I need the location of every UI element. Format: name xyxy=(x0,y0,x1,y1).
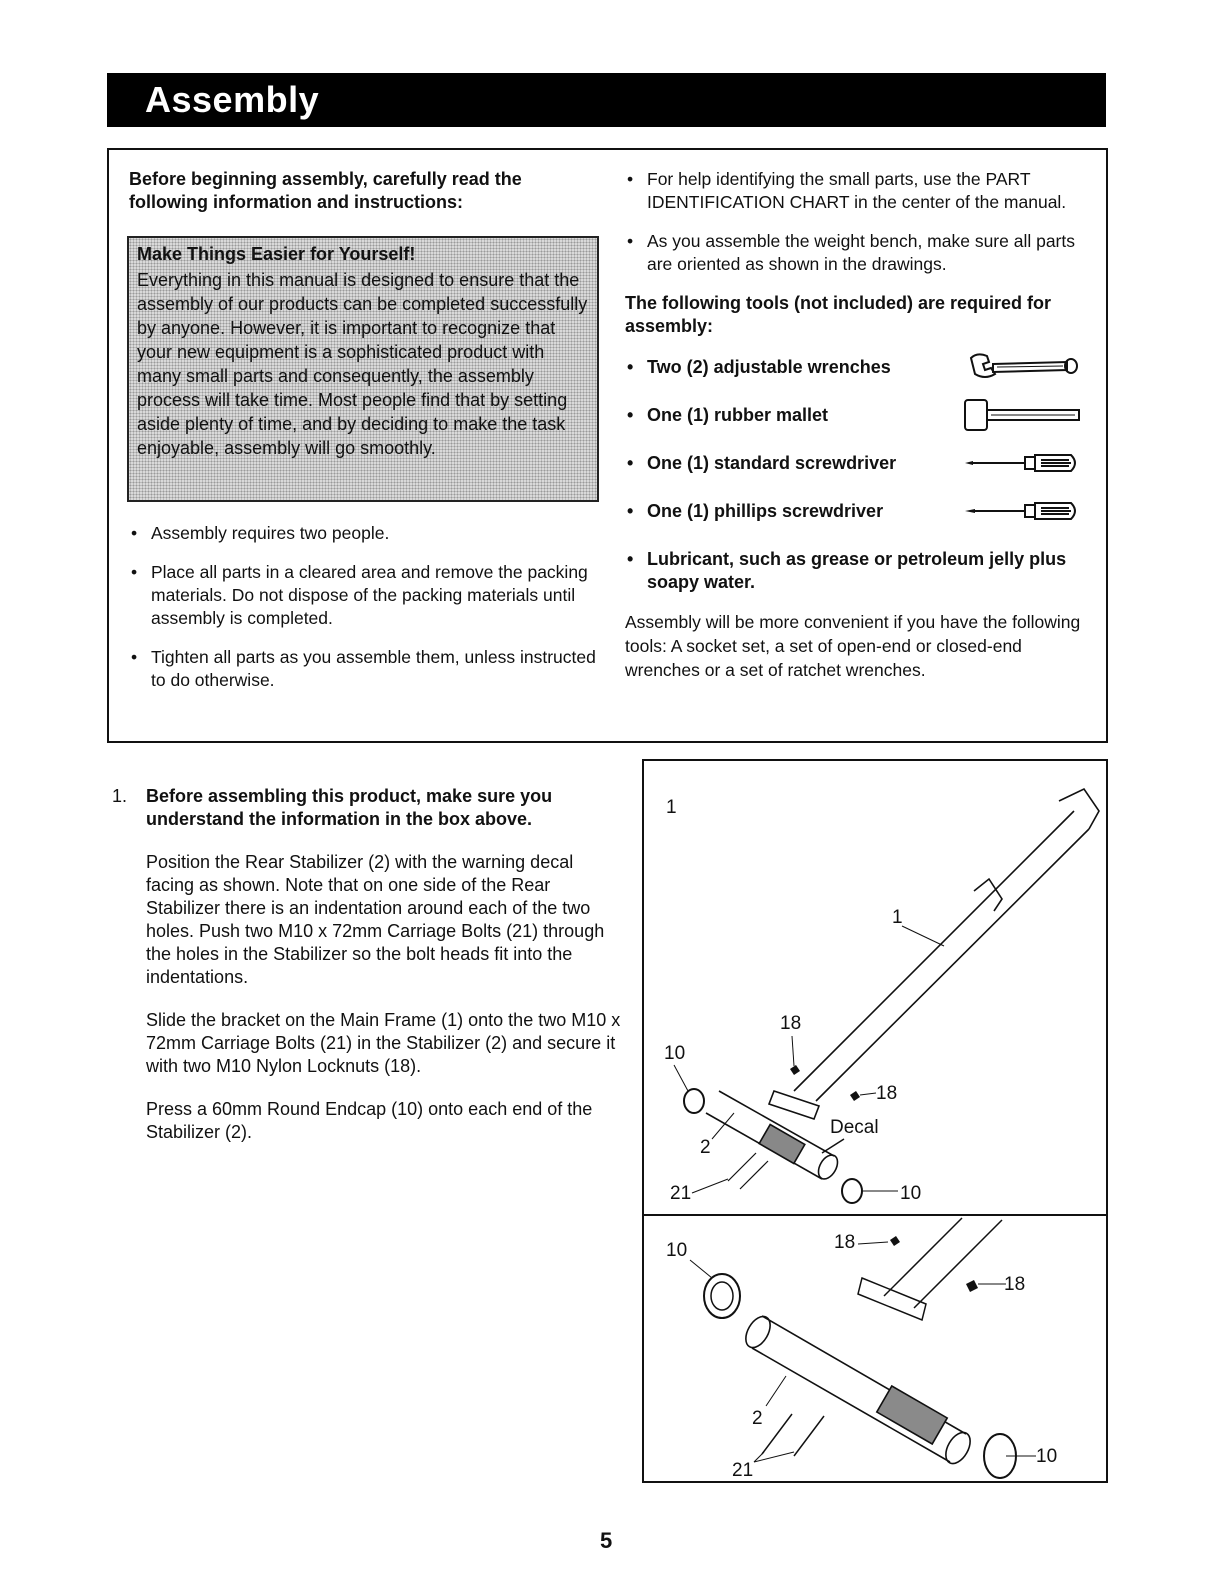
page-number: 5 xyxy=(600,1528,613,1553)
step-paragraph: Slide the bracket on the Main Frame (1) onto the two M10 x 72mm Carriage Bolts (21) in the Stabilizer (2) and secure it with two M10 Nylon Locknuts (18). xyxy=(146,1010,621,1076)
tool-label: Lubricant, such as grease or petroleum jelly plus soapy water. xyxy=(647,549,1067,592)
label-endcap-right: 10 xyxy=(900,1183,922,1204)
phillips-screwdriver-icon xyxy=(963,494,1083,528)
label-endcap-left: 10 xyxy=(664,1043,686,1064)
label-stabilizer: 2 xyxy=(752,1408,763,1429)
step-1 xyxy=(112,785,622,1164)
label-endcap-right: 10 xyxy=(1036,1446,1058,1467)
label-nut-right: 18 xyxy=(876,1083,898,1104)
carriage-bolt xyxy=(762,1414,792,1454)
list-item: • As you assemble the weight bench, make sure all parts are oriented as shown in the drawings. xyxy=(625,230,1093,276)
main-frame xyxy=(794,789,1099,1101)
tool-item-phillips-screwdriver xyxy=(625,500,1093,548)
convenience-note: Assembly will be more convenient if you have the following tools: A socket set, a set of open-end or closed-end wrenches or a set of ratchet wrenches. xyxy=(625,612,1081,680)
step-body xyxy=(146,785,622,1144)
rear-stabilizer xyxy=(706,1091,841,1182)
step-paragraph: Position the Rear Stabilizer (2) with the warning decal facing as shown. Note that on one side of the Rear Stabilizer there is an indentation around each of the two holes. Push two M10 x 72mm Carriage Bolts (21) through the holes in the Stabilizer so the bolt heads fit into the indentations. xyxy=(146,852,605,987)
left-bullet-list xyxy=(129,522,599,708)
step-heading: Before assembling this product, make sure you understand the information in the box above. xyxy=(146,786,553,829)
label-frame: 1 xyxy=(892,907,903,928)
tip-title: Make Things Easier for Yourself! xyxy=(137,244,416,264)
label-nut-right: 18 xyxy=(1004,1274,1026,1295)
right-column xyxy=(625,168,1093,682)
list-item: • Tighten all parts as you assemble them, unless instructed to do otherwise. xyxy=(129,646,599,692)
assembly-figure xyxy=(642,759,1108,1483)
assembly-diagram-top xyxy=(644,761,1106,1214)
label-bolts: 21 xyxy=(732,1460,754,1481)
carriage-bolt xyxy=(794,1416,824,1456)
locknut-icon xyxy=(890,1236,900,1246)
assembly-diagram-bottom xyxy=(644,1216,1106,1481)
endcap-icon xyxy=(842,1179,862,1203)
label-endcap-left: 10 xyxy=(666,1240,688,1261)
tool-item-lubricant xyxy=(625,548,1093,594)
mallet-icon xyxy=(963,398,1083,432)
step-paragraph: Press a 60mm Round Endcap (10) onto each end of the Stabilizer (2). xyxy=(146,1099,593,1142)
locknut-icon xyxy=(966,1280,978,1292)
endcap-icon xyxy=(684,1089,704,1113)
tip-box xyxy=(127,236,599,502)
tool-label: Two (2) adjustable wrenches xyxy=(647,357,891,377)
tools-heading: The following tools (not included) are required for assembly: xyxy=(625,293,1051,336)
label-nut-top: 18 xyxy=(834,1232,856,1253)
locknut-icon xyxy=(790,1065,800,1075)
main-frame xyxy=(858,1218,1002,1320)
list-item: • For help identifying the small parts, use the PART IDENTIFICATION CHART in the center of the manual. xyxy=(625,168,1093,214)
figure-step-label: 1 xyxy=(666,797,677,818)
label-decal: Decal xyxy=(830,1117,879,1138)
tool-label: One (1) standard screwdriver xyxy=(647,453,897,473)
intro-text: Before beginning assembly, carefully read the following information and instructions: xyxy=(129,169,522,212)
tool-label: One (1) rubber mallet xyxy=(647,405,829,425)
info-box xyxy=(107,148,1108,743)
page-title: Assembly xyxy=(145,79,320,120)
tool-item-wrench xyxy=(625,356,1093,404)
endcap-icon xyxy=(704,1274,740,1318)
tip-text: Everything in this manual is designed to ensure that the assembly of our products can be completed successfully by anyone. However, it is important to recognize that your new equipment is a sophisticated product with many small parts and consequently, the assembly process will take time. Most people find that by setting aside plenty of time, and by deciding to make the task enjoyable, assembly will go smoothly. xyxy=(137,270,588,458)
step-number: 1. xyxy=(112,786,128,806)
label-nut-top: 18 xyxy=(780,1013,802,1034)
wrench-icon xyxy=(963,350,1083,384)
tool-item-mallet xyxy=(625,404,1093,452)
list-item: • Place all parts in a cleared area and remove the packing materials. Do not dispose of the packing materials until assembly is completed. xyxy=(129,561,599,630)
standard-screwdriver-icon xyxy=(963,446,1083,480)
label-stabilizer: 2 xyxy=(700,1137,711,1158)
header-bar xyxy=(107,73,1106,127)
locknut-icon xyxy=(850,1091,860,1101)
list-item: • Assembly requires two people. xyxy=(129,522,599,545)
bracket xyxy=(769,1091,819,1119)
tool-label: One (1) phillips screwdriver xyxy=(647,501,884,521)
tool-item-standard-screwdriver xyxy=(625,452,1093,500)
rear-stabilizer xyxy=(741,1312,975,1467)
tool-list xyxy=(625,356,1093,594)
label-bolts: 21 xyxy=(670,1183,692,1204)
